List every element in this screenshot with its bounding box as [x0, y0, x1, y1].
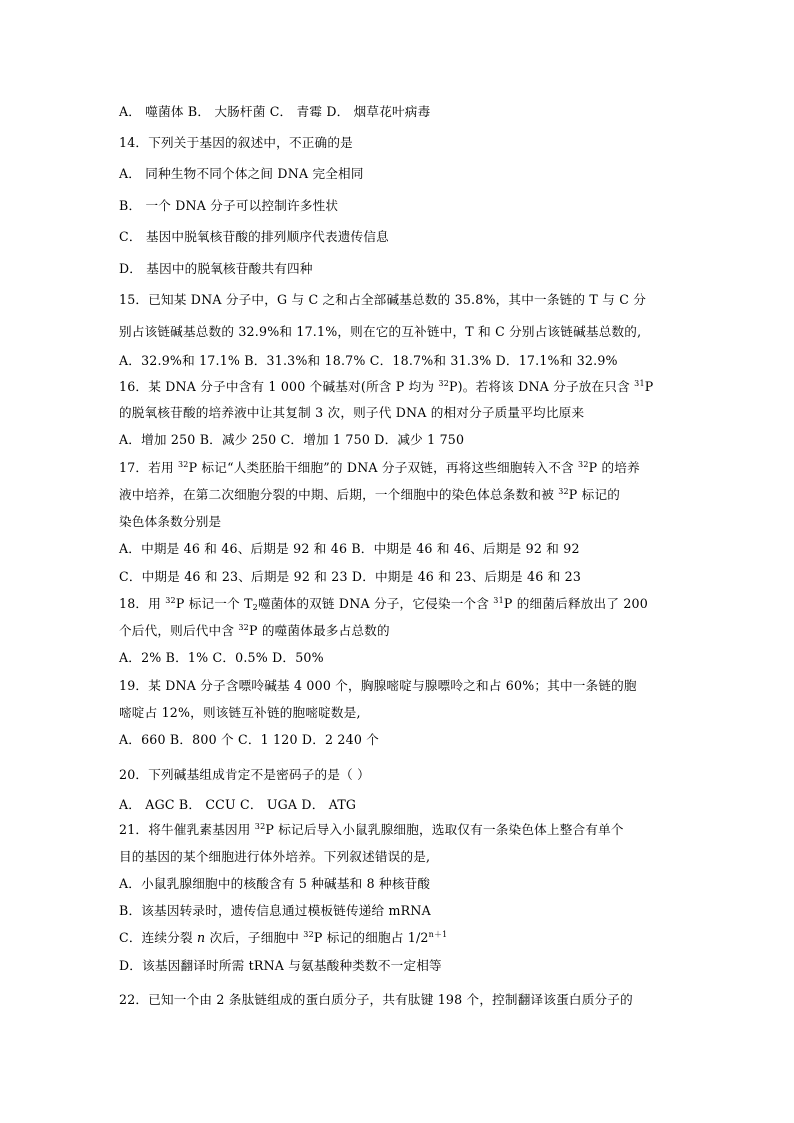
q17-stem-line2: 液中培养，在第二次细胞分裂的中期、后期，一个细胞中的染色体总条数和被 $^{32}$P 标记的 [119, 487, 621, 502]
q15-options: A．32.9%和 17.1% B．31.3%和 18.7% C．18.7%和 31.3% D．17.1%和 32.9% [119, 353, 618, 368]
q15-stem-line1: 15．已知某 DNA 分子中，G 与 C 之和占全部碱基总数的 35.8%，其中一条链的 T 与 C 分 [119, 292, 647, 307]
q14-option-a: A． 同种生物不同个体之间 DNA 完全相同 [119, 166, 364, 181]
q16-options: A．增加 250 B．减少 250 C．增加 1 750 D．减少 1 750 [119, 432, 465, 447]
q21-option-b: B．该基因转录时，遗传信息通过模板链传递给 mRNA [119, 903, 431, 918]
q17-options-cd: C．中期是 46 和 23、后期是 92 和 23 D．中期是 46 和 23、后期是 46 和 23 [119, 569, 582, 584]
q20-stem: 20．下列碱基组成肯定不是密码子的是（ ） [119, 767, 370, 782]
q21-option-a: A．小鼠乳腺细胞中的核酸含有 5 种碱基和 8 种核苷酸 [119, 876, 431, 891]
q22-stem-line1: 22．已知一个由 2 条肽链组成的蛋白质分子，共有肽键 198 个，控制翻译该蛋白质分子的 [119, 992, 633, 1007]
q19-stem-line1: 19．某 DNA 分子含嘌呤碱基 4 000 个，胸腺嘧啶与腺嘌呤之和占 60%；其中一条链的胞 [119, 678, 637, 693]
q15-stem-line2: 别占该链碱基总数的 32.9%和 17.1%，则在它的互补链中，T 和 C 分别占该链碱基总数的, [119, 324, 642, 339]
q16-stem-line1: 16．某 DNA 分子中含有 1 000 个碱基对(所含 P 均为 $^{32}$P)。若将该 DNA 分子放在只含 $^{31}$P [119, 379, 654, 394]
q18-stem-line2: 个后代，则后代中含 $^{32}$P 的噬菌体最多占总数的 [119, 623, 390, 638]
q17-stem-line1: 17．若用 $^{32}$P 标记“人类胚胎干细胞”的 DNA 分子双链，再将这些细胞转入不含 $^{32}$P 的培养 [119, 460, 640, 475]
q14-option-c: C． 基因中脱氧核苷酸的排列顺序代表遗传信息 [119, 229, 389, 244]
q21-option-d: D．该基因翻译时所需 tRNA 与氨基酸种类数不一定相等 [119, 958, 442, 973]
q16-stem-line2: 的脱氧核苷酸的培养液中让其复制 3 次，则子代 DNA 的相对分子质量平均比原来 [119, 405, 585, 420]
q19-options: A．660 B．800 个 C．1 120 D．2 240 个 [119, 732, 380, 747]
q18-options: A．2% B．1% C．0.5% D．50% [119, 650, 324, 665]
q17-options-ab: A．中期是 46 和 46、后期是 92 和 46 B．中期是 46 和 46、后期是 92 和 92 [119, 541, 580, 556]
q14-option-b: B． 一个 DNA 分子可以控制许多性状 [119, 198, 339, 213]
q14-option-d: D． 基因中的脱氧核苷酸共有四种 [119, 261, 313, 276]
q20-options: A． AGC B． CCU C． UGA D． ATG [119, 797, 357, 812]
q13-options: A． 噬菌体 B． 大肠杆菌 C． 青霉 D． 烟草花叶病毒 [119, 104, 431, 119]
q21-stem-line2: 目的基因的某个细胞进行体外培养。下列叙述错误的是, [119, 849, 431, 864]
q14-stem: 14．下列关于基因的叙述中，不正确的是 [119, 135, 353, 150]
q17-stem-line3: 染色体条数分别是 [119, 514, 222, 529]
q18-stem-line1: 18．用 $^{32}$P 标记一个 $T_2$噬菌体的双链 DNA 分子，它侵染一个含 $^{31}$P 的细菌后释放出了 200 [119, 596, 648, 612]
q21-stem-line1: 21．将牛催乳素基因用 $^{32}$P 标记后导入小鼠乳腺细胞，选取仅有一条染色体上整合有单个 [119, 822, 624, 837]
q19-stem-line2: 嘧啶占 12%，则该链互补链的胞嘧啶数是, [119, 705, 361, 720]
q21-option-c: C．连续分裂 n 次后，子细胞中 $^{32}$P 标记的细胞占 $1/2^{n+1}$ [119, 930, 448, 945]
